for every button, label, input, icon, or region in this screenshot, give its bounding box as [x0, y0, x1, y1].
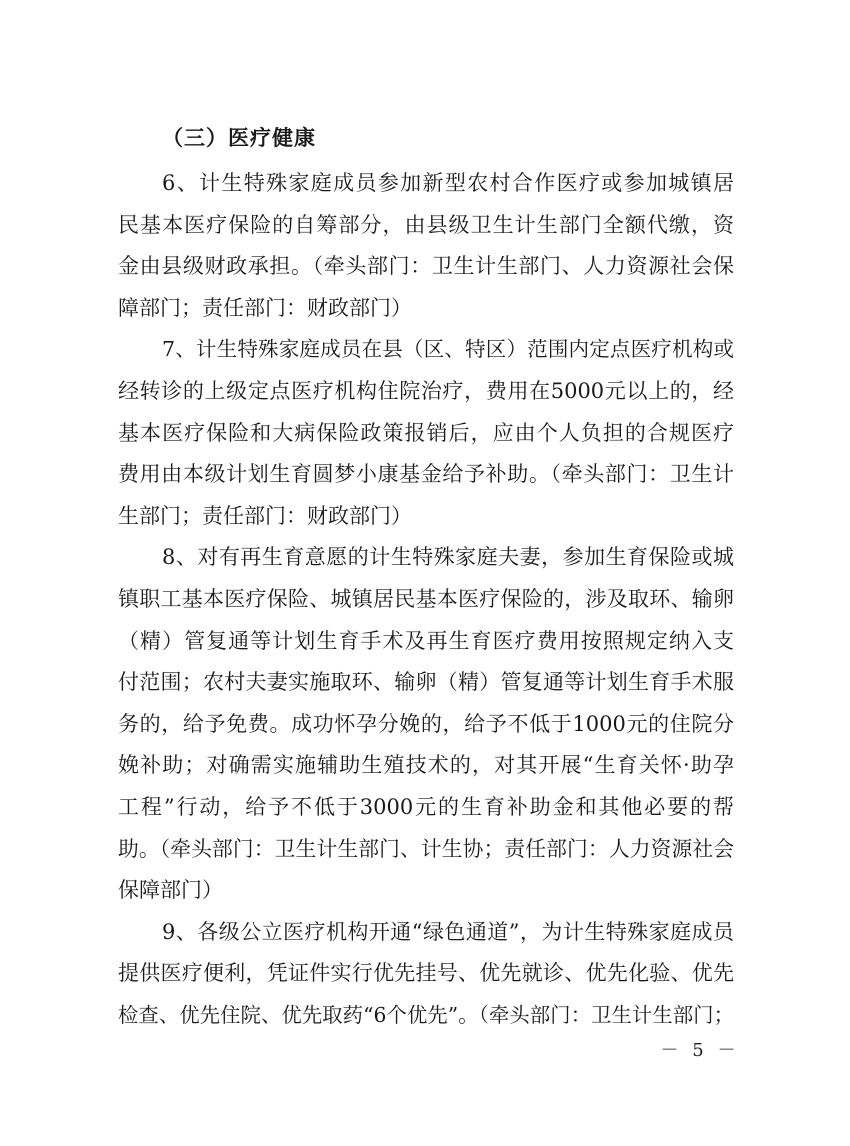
paragraph-9-line: 提供医疗便利，凭证件实行优先挂号、优先就诊、优先化验、优先 [118, 961, 734, 986]
paragraph-8-line: （精）管复通等计划生育手术及再生育医疗费用按照规定纳入支 [118, 628, 734, 653]
paragraph-6-line: 障部门；责任部门：财政部门） [118, 295, 412, 320]
paragraph-8-line: 8、对有再生育意愿的计生特殊家庭夫妻，参加生育保险或城 [162, 545, 734, 570]
paragraph-7-line: 7、计生特殊家庭成员在县（区、特区）范围内定点医疗机构或 [162, 337, 734, 362]
paragraph-7-line: 费用由本级计划生育圆梦小康基金给予补助。（牵头部门：卫生计 [118, 462, 734, 487]
paragraph-6-line: 民基本医疗保险的自筹部分，由县级卫生计生部门全额代缴，资 [118, 212, 734, 237]
paragraph-7-line: 生部门；责任部门：财政部门） [118, 503, 412, 528]
paragraph-8-line: 付范围；农村夫妻实施取环、输卵（精）管复通等计划生育手术服 [118, 670, 734, 695]
paragraph-7-line: 基本医疗保险和大病保险政策报销后，应由个人负担的合规医疗 [118, 420, 734, 445]
paragraph-8-line: 工程”行动，给予不低于3000元的生育补助金和其他必要的帮 [118, 794, 734, 819]
paragraph-6-line: 6、计生特殊家庭成员参加新型农村合作医疗或参加城镇居 [162, 171, 734, 195]
paragraph-8-line: 助。（牵头部门：卫生计生部门、计生协；责任部门：人力资源社会 [118, 836, 734, 861]
paragraph-9-line: 9、各级公立医疗机构开通“绿色通道”，为计生特殊家庭成员 [162, 919, 734, 944]
section-heading: （三）医疗健康 [162, 125, 316, 150]
paragraph-8-line: 保障部门） [118, 878, 223, 903]
paragraph-7-line: 经转诊的上级定点医疗机构住院治疗，费用在5000元以上的，经 [118, 378, 734, 403]
paragraph-8-line: 务的，给予免费。成功怀孕分娩的，给予不低于1000元的住院分 [118, 711, 734, 736]
body-text [118, 163, 734, 1036]
paragraph-8-line: 镇职工基本医疗保险、城镇居民基本医疗保险的，涉及取环、输卵 [118, 586, 734, 611]
paragraph-8-line: 娩补助；对确需实施辅助生殖技术的，对其开展“生育关怀·助孕 [118, 753, 734, 778]
page-number: － 5 － [660, 1040, 740, 1061]
paragraph-6-line: 金由县级财政承担。（牵头部门：卫生计生部门、人力资源社会保 [118, 254, 734, 279]
paragraph-9-line: 检查、优先住院、优先取药“6个优先”。（牵头部门：卫生计生部门； [118, 1002, 734, 1027]
